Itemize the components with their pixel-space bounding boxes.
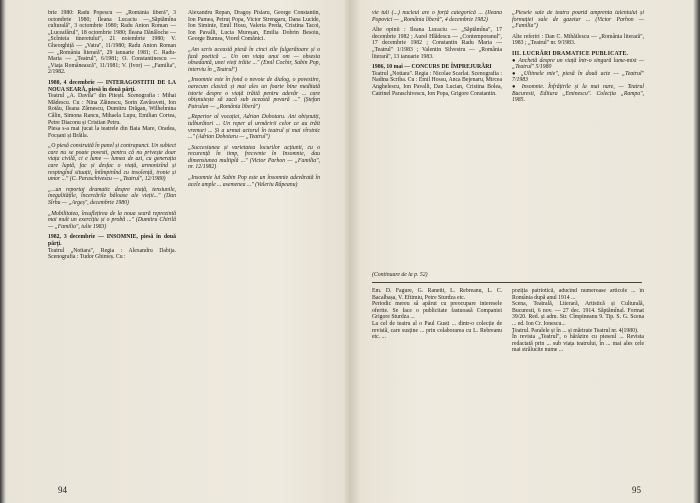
quote-paragraph: „Repertor al vocației, Adrian Dohotaru. Ani obișnuiți, tulburători ... Un reper al urmăririi celor ce au trăit vremuri ... Și a urmat actorul în teatrul și mai vîrstnic ..." (Adrian Dohotaru — „Teatrul") (188, 114, 320, 141)
right-page-column-2 (512, 10, 644, 275)
paragraph: La cel de teatru al o Paul Gusti ... dintr-o colecție de revistă, care susține ... prin colaborarea cu L. Rebreanu etc. ... (372, 320, 502, 341)
page-number-left: 94 (58, 485, 67, 495)
right-page-bottom-column-2 (512, 288, 644, 478)
quote-paragraph: „Mobilitatea, însuflețirea de la noua seară reprezintă mai mult un exercițiu și o probă ..." (Dumitru Chirilă — „Familia", iulie 1983) (48, 210, 176, 230)
paragraph: Teatrul „Nottara". Regia : Nicolae Scarlat. Scenografia : Nadina Scriba. Cu : Emil Hossu, Anca Bejenaru, Mircea Anghelescu, Ion Pavalli, Dan Lucian, Cristina Bolea, Catrinel Paraschivescu, Ion Popa, Grigore Constantin. (372, 70, 502, 97)
entry-heading: 1986, 10 mai — CONCURS DE ÎMPREJURĂRI (372, 64, 492, 71)
quote-paragraph: „...un reportaj dramatic despre viață, tensiunile, inegalitățile, încercările băloase ale vieții..." (Dan Sîrbu — „Argeș", decembrie 1980) (48, 186, 176, 207)
quote-paragraph: „O piesă construită în panel și contrapunct. Un subiect care nu se poate povesti, pentru că nu privește doar viața civilă, ci e lume — lumea de azi, cu generația care luptă, fac și desfac o viață, armonizînd și respingînd situații, întîmpinînd cu insolență, ironie și umor ..." (C. Paraschivescu — „Teatrul", 12/1980) (48, 143, 176, 183)
right-page-bottom-column-1 (372, 288, 502, 478)
list-item: ● Insomnie. Înfrățirile și la mai nare, — Teatrul Bucuresti, Editura „Eminescu". Colecția „Rampa", 1985. (512, 83, 644, 104)
entry-heading: 1982, 3 decembrie — INSOMNIE, piesă în două părţi. (48, 234, 176, 247)
list-item: ● Anchetă despre un viață într-o singură lume-mixt — „Teatrul" 5/1980 (512, 57, 644, 71)
paragraph: brie 1980: Radu Popescu — „România liberă", 3 octombrie 1980; Ileana Lucaciu —„Săptămîna culturală", 3 octombrie 1980; Radu Anton Roman — „Luceafărul", 18 octombrie 1980; Ileana Dănăloche — „Scînteia tineretului", 21 noiembrie 1980; V. Gheorghiță — „Vatra", 11/1980; Radu Anton Roman — „România literară", 29 ianuarie 1981; C. Radu-Maria — „Teatrul", 6/1981; O. Constantinescu — „Viața Românească", 11/1981; V. (Ivor) — „Familia", 2/1982. (48, 10, 176, 76)
section-heading: III. LUCRĂRI DRAMATICE PUBLICATE. (512, 50, 629, 57)
quote-paragraph: „Succesiunea și varietatea locurilor acțiunii, cu o recurență în timp, frecvente în Insomnie, dau dimensiunea multiplă ..." (Victor Parhon — „Familia", nr. 12/1982) (188, 144, 320, 171)
paragraph: Alte opinii : Ileana Lucaciu — „Săptămîna", 17 decembrie 1982 ; Aurel Hlădescu — „Contemporanul", 17 decembrie 1982 ; Constantin Radu Maria — „Teatrul" 1/1983 ; Valentin Silvestru — „România literară", 13 ianuarie 1983. (372, 27, 502, 60)
quote-paragraph: „Am scris această piesă în cinci zile fulgerătoare și o fază poetică ... Un om viața unui om — obsesia obsedantă, unei vieți trăite ..." (Emil Cochir, Sabin Pop, interviu în „Teatrul") (188, 46, 320, 73)
left-page-column-2 (188, 10, 320, 480)
quote-paragraph: vie tuli (...) nucleul are o forță categorică ... (Ileana Popovici — „România liberă", 4 decembrie 1982) (372, 10, 502, 23)
list-item: ● „Ultimele mie", piesă în două acte — „Teatrul" 7/1983 (512, 70, 644, 84)
paragraph: Periodic mereu să apărut cu preocupare interesele oferite. Se face o publicitate fastuoasă Companiei Grigore Sturdza ... (372, 301, 502, 321)
paragraph: Scena, Teatrală, Literară, Artistică și Culturală, Bucuresti, 6 nov. — 27 dec. 1914. Săptămînal. Format 39/20. Red. și adm. Str. Cîmpineanu 9. Tip. S. G. Scena ... ed. Ion Cr. Ionescu... (512, 301, 644, 327)
quote-paragraph: „Insomnie lui Sabin Pop este un însomnie adevărată în acele ample ... asemenea ..." (Valeriu Râpeanu) (188, 175, 320, 188)
paragraph: Em. D. Fagure, G. Ranetti, L. Rebreanu, L. C. Bacalbașa, V. Eftimiu, Petre Sturdza etc. (372, 288, 502, 301)
paragraph: Piesa s-a mai jucat la teatrele din Baia Mare, Oradea, Focșani și Brăila. (48, 126, 176, 139)
right-page (350, 0, 700, 503)
paragraph: Alte referiri : Dan C. Mihăilescu — „România literară", 1983 ; „Teatrul" nr. 9/1983. (512, 33, 644, 47)
paragraph: Teatrul. Paralele și în ... și mărtrate Teatrul nr. 4(1980). (512, 327, 639, 334)
paragraph: În revista „Teatrul", o hărăzire cu pieseul ... Revista redactată prin ... sub viața teatrului, în ... mai ales cele mai strălucite nume ... (512, 334, 644, 354)
page-number-right: 95 (632, 485, 641, 495)
paragraph: poziția patriotică, aducînd numeroase articole ... în România după anul 1914 ... (512, 288, 644, 301)
right-page-column-1 (372, 10, 502, 275)
quote-paragraph: „Piesele sale de teatru poartă amprenta talentului și formației sale de gazetar ... (Victor Parhon — „Familia") (512, 10, 644, 30)
entry-heading: 1980, 4 decembrie — INTERAGOSTITII DE LA NOUA SEARĂ, piesă în două părţi. (48, 79, 176, 93)
paragraph: Teatrul „Nottara", Regia : Alexandru Dabija. Scenografia : Tudor Ghimeș. Cu : (48, 247, 176, 261)
paragraph: Teatrul „A. Davila" din Pitești. Scenografia : Mihai Mădescu. Cu : Nina Zăinescu, Sorin Zavăraveti, Ion Rotău, Ileana Zărnescu, Dumitru Drăgan, Wilhelmina Călin, Simona Rancu, Mihaela Lupu, Emilian Cortea, Petre Diaconu și Cristian Petru. (48, 93, 176, 126)
left-page-column-1 (48, 10, 176, 480)
continued-header: (Continuare de la p. 52) (372, 272, 428, 278)
paragraph: Alexandru Repan, Dragoș Pîslaru, George Constantin, Ion Pamea, Petruț Popa, Victor Strengaru, Dana Lucide, Ion Siminie, Emil Hosu, Valeria Preda, Cristina Tacoi, Ion Pavalli, Lucia Mureșan, Emilia Dobrin Besoiu, George Bumea, Viorel Comănici. (188, 10, 320, 43)
quote-paragraph: „Insomnie este în fond o nevoie de dialog, o povestire, oarecum clasică și mai ales un foarte bine meditată istorie despre o viață trăită pentru adevăr ... care obișnuiește să zacă sub această povară ..." (Ștefan Patrulan — „România liberă") (188, 77, 320, 110)
divider (372, 282, 642, 283)
